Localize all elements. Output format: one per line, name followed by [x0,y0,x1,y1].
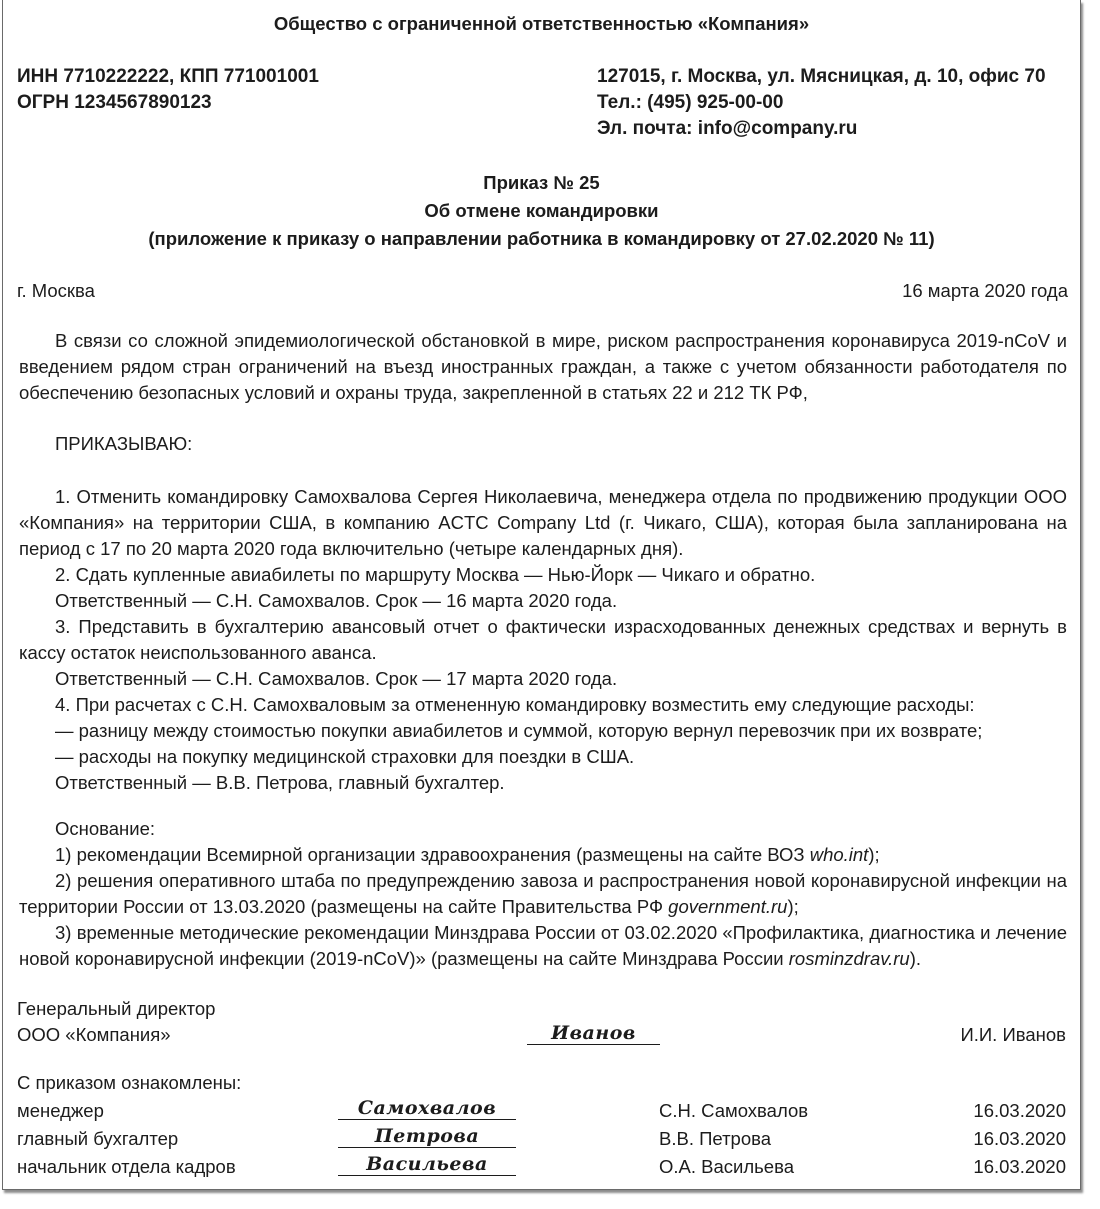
director-company: ООО «Компания» [17,1024,171,1045]
basis-item-2-site: government.ru [668,896,788,917]
acquainted-date: 16.03.2020 [973,1128,1066,1149]
order-item: 1. Отменить командировку Самохвалова Сергея Николаевича, менеджера отдела по продвижению продукции ООО «Компания» на территории США, в компанию ACTC Company Ltd (г. Чикаго, США), которая была запланирована на период с 17 по 20 марта 2020 года включительно (четыре календарных дня). [19,486,1067,559]
order-item: 4. При расчетах с С.Н. Самохваловым за отмененную командировку возместить ему следующие расходы: [55,694,975,715]
basis [19,816,1067,972]
acquainted-signature: Самохвалов [338,1097,516,1120]
order-date: 16 марта 2020 года [902,280,1068,301]
director-signature: Иванов [527,1022,660,1045]
acquainted-label: С приказом ознакомлены: [17,1072,242,1093]
acquainted-name: С.Н. Самохвалов [659,1100,809,1121]
basis-label: Основание: [55,818,156,839]
acquainted-name: В.В. Петрова [659,1128,772,1149]
order-item: Ответственный — В.В. Петрова, главный бухгалтер. [55,772,505,793]
order-subject: Об отмене командировки [424,200,659,221]
acquainted-date: 16.03.2020 [973,1100,1066,1121]
basis-item-3-end: ). [909,948,922,969]
basis-item-3 [19,920,1067,972]
basis-item-3-text: 3) временные методические рекомендации Минздрава России от 03.02.2020 «Профилактика, диагностика и лечение новой коронавирусной инфекции (2019-nCoV)» (размещены на сайте Минздрава России [19,922,1067,969]
order-item: Ответственный — С.Н. Самохвалов. Срок — 17 марта 2020 года. [55,668,618,689]
acquainted-position: начальник отдела кадров [17,1156,236,1177]
basis-item-2 [19,868,1067,920]
order-appendix: (приложение к приказу о направлении работника в командировку от 27.02.2020 № 11) [148,228,935,249]
inn-kpp: ИНН 7710222222, КПП 771001001 [17,66,319,87]
acquainted-name: О.А. Васильева [659,1156,794,1177]
place: г. Москва [17,280,95,301]
basis-item-1-site: who.int [809,844,869,865]
preamble [19,328,1067,406]
basis-item-1-end: ); [868,844,880,865]
basis-item-1-text: 1) рекомендации Всемирной организации здравоохранения (размещены на сайте ВОЗ [55,844,810,865]
order-item: 2. Сдать купленные авиабилеты по маршруту Москва — Нью-Йорк — Чикаго и обратно. [55,564,816,585]
order-item: — расходы на покупку медицинской страховки для поездки в США. [55,746,635,767]
order-word: ПРИКАЗЫВАЮ: [55,433,193,454]
order-item: 3. Представить в бухгалтерию авансовый отчет о фактически израсходованных денежных средствах и вернуть в кассу остаток неиспользованного аванса. [19,616,1067,663]
acquainted-position: главный бухгалтер [17,1128,179,1149]
document-page [2,0,1081,1190]
basis-item-2-text: 2) решения оперативного штаба по предупреждению завоза и распространения новой коронавирусной инфекции на территории России от 13.03.2020 (размещены на сайте Правительства РФ [19,870,1067,917]
organization-name: Общество с ограниченной ответственностью «Компания» [273,13,810,34]
order-item: Ответственный — С.Н. Самохвалов. Срок — 16 марта 2020 года. [55,590,618,611]
basis-item-2-end: ); [787,896,799,917]
order-number: Приказ № 25 [483,172,600,193]
basis-item-1 [19,842,1067,868]
preamble-text: В связи со сложной эпидемиологической обстановкой в мире, риском распространения коронавируса 2019-nCoV и введением рядом стран ограничений на въезд иностранных граждан, а также с учетом обязанности работодателя по обеспечению безопасных условий и охраны труда, закрепленной в статьях 22 и 212 ТК РФ, [19,330,1067,403]
acquainted-position: менеджер [17,1100,104,1121]
director-name: И.И. Иванов [960,1024,1066,1045]
email: Эл. почта: info@company.ru [597,118,858,139]
ogrn: ОГРН 1234567890123 [17,92,212,113]
acquainted-signature: Васильева [338,1153,516,1176]
acquainted-date: 16.03.2020 [973,1156,1066,1177]
director-position: Генеральный директор [17,998,216,1019]
order-items [19,484,1067,796]
basis-item-3-site: rosminzdrav.ru [788,948,910,969]
address: 127015, г. Москва, ул. Мясницкая, д. 10, офис 70 [597,66,1046,87]
acquainted-signature: Петрова [338,1125,516,1148]
order-item: — разницу между стоимостью покупки авиабилетов и суммой, которую вернул перевозчик при их возврате; [55,720,983,741]
phone: Тел.: (495) 925-00-00 [597,92,784,113]
